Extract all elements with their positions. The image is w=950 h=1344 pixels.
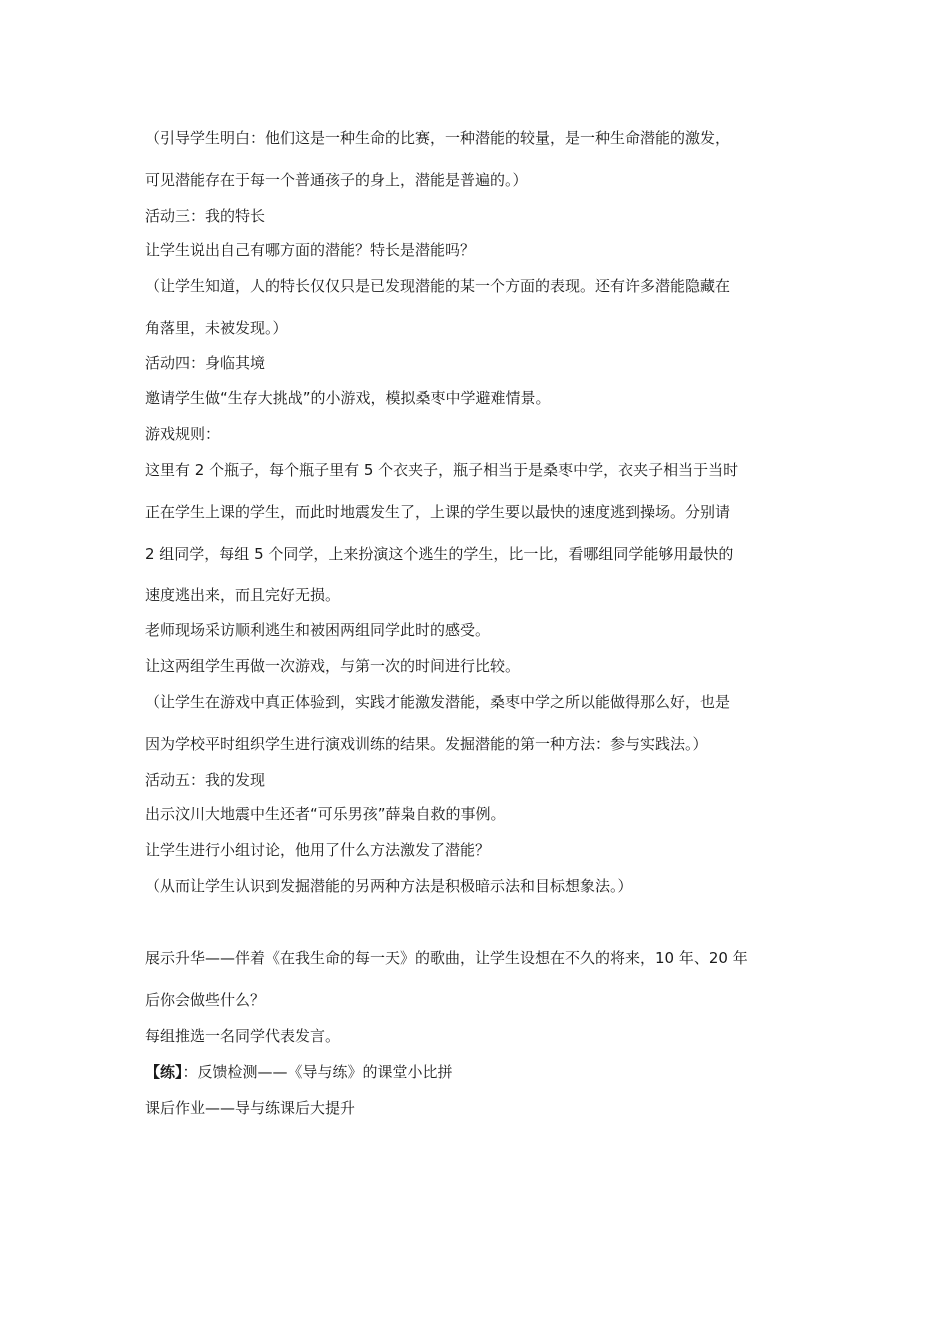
paragraph-line: 每组推选一名同学代表发言。 xyxy=(145,1027,341,1045)
paragraph-line: 邀请学生做“生存大挑战”的小游戏，模拟桑枣中学避难情景。 xyxy=(145,389,551,407)
practice-line xyxy=(145,1062,453,1082)
practice-label: 【练】 xyxy=(145,1063,183,1081)
paragraph-line: 正在学生上课的学生，而此时地震发生了，上课的学生要以最快的速度逃到操场。分别请 xyxy=(145,503,731,521)
section-heading: 活动五：我的发现 xyxy=(145,771,266,789)
paragraph-line: 后你会做些什么？ xyxy=(145,991,266,1009)
paragraph-line: 游戏规则： xyxy=(145,425,221,443)
paragraph-line: 老师现场采访顺利逃生和被困两组同学此时的感受。 xyxy=(145,621,491,639)
paragraph-line: 让学生进行小组讨论，他用了什么方法激发了潜能？ xyxy=(145,841,491,859)
paragraph-line: （让学生在游戏中真正体验到，实践才能激发潜能，桑枣中学之所以能做得那么好，也是 xyxy=(145,693,731,711)
paragraph-line: 速度逃出来，而且完好无损。 xyxy=(145,586,341,604)
paragraph-line: 角落里，未被发现。） xyxy=(145,319,288,337)
section-heading: 活动四：身临其境 xyxy=(145,354,266,372)
paragraph-line: 2 组同学，每组 5 个同学，上来扮演这个逃生的学生，比一比，看哪组同学能够用最快的 xyxy=(145,545,734,563)
paragraph-line: 让这两组学生再做一次游戏，与第一次的时间进行比较。 xyxy=(145,657,521,675)
paragraph-line: 因为学校平时组织学生进行演戏训练的结果。发掘潜能的第一种方法：参与实践法。） xyxy=(145,735,708,753)
paragraph-line: （让学生知道，人的特长仅仅只是已发现潜能的某一个方面的表现。还有许多潜能隐藏在 xyxy=(145,277,731,295)
paragraph-line: 可见潜能存在于每一个普通孩子的身上，潜能是普遍的。） xyxy=(145,171,528,189)
practice-text: ：反馈检测——《导与练》的课堂小比拼 xyxy=(182,1063,453,1081)
paragraph-line: 这里有 2 个瓶子，每个瓶子里有 5 个衣夹子，瓶子相当于是桑枣中学，衣夹子相当于当时 xyxy=(145,461,739,479)
paragraph-line: 展示升华——伴着《在我生命的每一天》的歌曲，让学生设想在不久的将来，10 年、20 年 xyxy=(145,949,748,967)
paragraph-line: （引导学生明白：他们这是一种生命的比赛，一种潜能的较量，是一种生命潜能的激发， xyxy=(145,129,731,147)
paragraph-line: 出示汶川大地震中生还者“可乐男孩”薛枭自救的事例。 xyxy=(145,805,506,823)
section-heading: 活动三：我的特长 xyxy=(145,207,266,225)
paragraph-line: 课后作业——导与练课后大提升 xyxy=(145,1099,356,1117)
paragraph-line: （从而让学生认识到发掘潜能的另两种方法是积极暗示法和目标想象法。） xyxy=(145,877,633,895)
paragraph-line: 让学生说出自己有哪方面的潜能？特长是潜能吗？ xyxy=(145,241,476,259)
